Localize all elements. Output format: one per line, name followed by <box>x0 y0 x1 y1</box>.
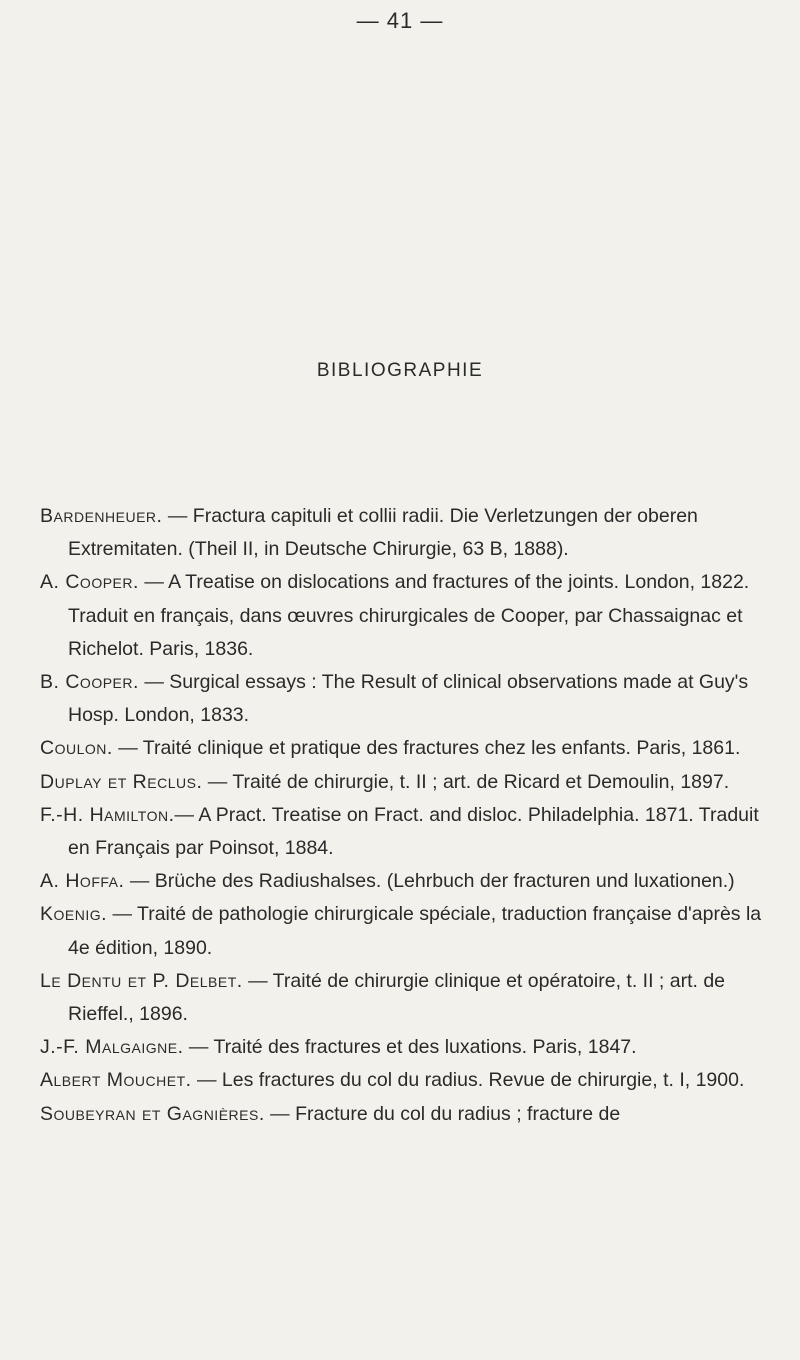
bibliography-entry <box>40 666 780 732</box>
bibliography-entry <box>40 898 780 964</box>
bibliography-entry <box>40 566 780 666</box>
entry-text: — Les fractures du col du radius. Revue de chirurgie, t. I, 1900. <box>191 1069 745 1092</box>
entry-author: A. Cooper. <box>40 571 139 594</box>
entry-text: — Traité de pathologie chirurgicale spéciale, traduction française d'après la 4e édition, 1890. <box>68 903 762 959</box>
entry-author: B. Cooper. <box>40 671 139 694</box>
bibliography-entry <box>40 799 780 865</box>
entry-author: Le Dentu et P. Delbet. <box>40 969 243 992</box>
entry-author: Soubeyran et Gagnières. <box>40 1102 265 1125</box>
bibliography-entry <box>40 732 780 765</box>
section-heading: BIBLIOGRAPHIE <box>316 360 484 381</box>
entry-author: Duplay et Reclus. <box>40 770 203 793</box>
entry-text: — A Treatise on dislocations and fractures of the joints. London, 1822. Traduit en français, dans œuvres chirurgicales de Cooper, par Chassaignac et Richelot. Paris, 1836. <box>68 571 750 660</box>
entry-text: — Fractura capituli et collii radii. Die Verletzungen der oberen Extremitaten. (Theil II, in Deutsche Chirurgie, 63 B, 1888). <box>68 505 698 561</box>
entry-author: Bardenheuer. <box>40 505 163 527</box>
bibliography-entry <box>40 1031 780 1064</box>
bibliography-entry <box>40 965 780 1031</box>
entry-author: Albert Mouchet. <box>40 1069 192 1092</box>
entry-text: — A Pract. Treatise on Fract. and disloc. Philadelphia. 1871. Traduit en Français par Poinsot, 1884. <box>68 803 759 860</box>
entry-text: — Fracture du col du radius ; fracture de <box>264 1102 621 1125</box>
entry-text: — Brüche des Radiushalses. (Lehrbuch der fracturen und luxationen.) <box>124 870 735 893</box>
page-number: — 41 — <box>356 8 444 33</box>
entry-text: — Traité de chirurgie, t. II ; art. de Ricard et Demoulin, 1897. <box>202 770 730 793</box>
entry-text: — Traité des fractures et des luxations. Paris, 1847. <box>183 1036 637 1059</box>
bibliography-entry <box>40 766 780 799</box>
bibliography-entry <box>40 865 780 898</box>
entry-text: — Surgical essays : The Result of clinical observations made at Guy's Hosp. London, 1833. <box>68 671 749 727</box>
entry-author: J.-F. Malgaigne. <box>40 1036 184 1059</box>
entry-text: — Traité clinique et pratique des fractures chez les enfants. Paris, 1861. <box>112 737 741 760</box>
entry-text: — Traité de chirurgie clinique et opératoire, t. II ; art. de Rieffel., 1896. <box>68 969 726 1026</box>
entry-author: F.-H. Hamilton. <box>40 803 175 826</box>
bibliography-entry <box>40 1064 780 1097</box>
entry-author: Koenig. <box>40 903 108 926</box>
bibliography-entry <box>40 1098 780 1131</box>
entry-author: A. Hoffa. <box>40 870 125 893</box>
bibliography-entry <box>40 500 780 566</box>
entry-author: Coulon. <box>40 737 113 760</box>
bibliography-list <box>40 500 780 1131</box>
